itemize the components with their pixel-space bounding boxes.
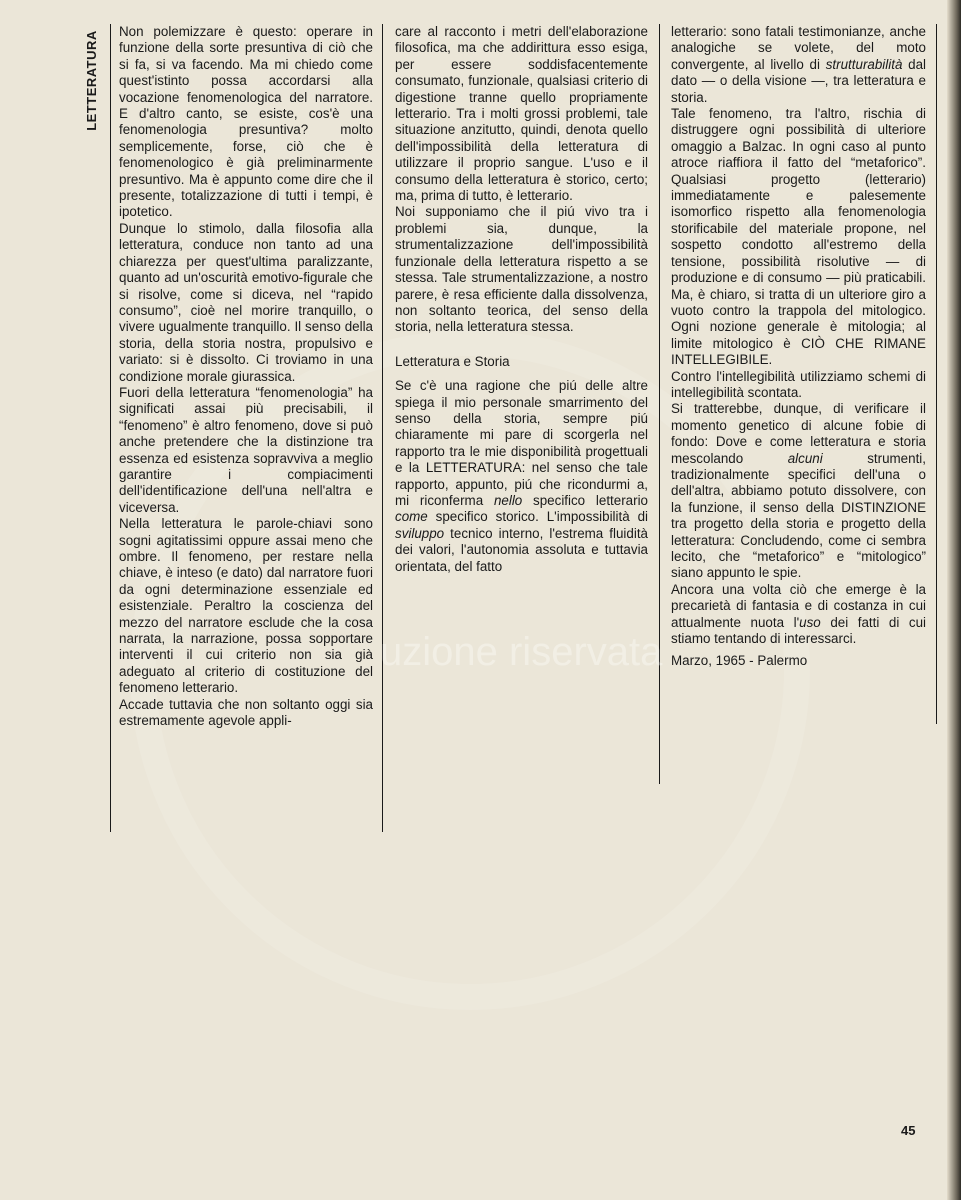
paragraph: Tale fenomeno, tra l'altro, rischia di distruggere ogni possibilità di ulteriore omaggio a Balzac. In ogni caso al punto atroce riaffiora il fatto del “metaforico”. Qualsiasi progetto (letterario) immediatamente e palesemente isomorfico rispetto alla fenomenologia storificabile del materiale propone, nel sospetto condotto all'estremo della tensione, possibilità risolutive — di produzione e di consumo — più praticabili. Ma, è chiaro, si tratta di un ulteriore giro a vuoto contro la trappola del mitologico. Ogni nozione generale è mitologia; al limite mitologico è CIÒ CHE RIMANE INTELLEGIBILE. bbox=[671, 106, 926, 368]
date-signature: Marzo, 1965 - Palermo bbox=[671, 653, 808, 669]
text-run: Si tratterebbe, dunque, di verificare il momento genetico di alcune fobie di fondo: Dove e come letteratura e storia mescolando bbox=[671, 401, 926, 466]
paragraph: care al racconto i metri dell'elaborazione filosofica, ma che addirittura esso esiga, per essere soddisfacentemente consumato, funzionale, qualsiasi criterio di digestione tranne quello propriamente letterario. Tra i molti grossi problemi, tale situazione anzitutto, quindi, denota quello dell'impossibilità della letteratura di utilizzare il proprio sangue. L'uso e il consumo della letteratura è storico, certo; ma, prima di tutto, è letterario. bbox=[395, 24, 648, 204]
italic-run: strutturabilità bbox=[825, 56, 903, 72]
paragraph bbox=[395, 378, 648, 575]
text-run: specifico letterario bbox=[522, 492, 649, 508]
paragraph: Noi supponiamo che il piú vivo tra i problemi sia, dunque, la strumentalizzazione dell'impossibilità funzionale della letteratura rispetto a se stessa. Tale strumentalizzazione, a nostro parere, è resa efficiente dalla dissolvenza, non soltanto teorica, del senso della storia, nella letteratura stessa. bbox=[395, 204, 648, 335]
paragraph: Dunque lo stimolo, dalla filosofia alla letteratura, conduce non tanto ad una chiarezza per quest'ultima paralizzante, quanto ad un'oscurità emotivo-figurale che si risolve, come si diceva, nel “rapido consumo”, cioè nel morire tranquillo, o vivere ugualmente tranquillo. Il senso della storia, della storia nostra, propulsivo e variato: si è dissolto. Ci troviamo in una condizione morale giurassica. bbox=[119, 220, 373, 384]
paragraph bbox=[671, 582, 926, 648]
italic-run: uso bbox=[799, 614, 821, 630]
text-run: strumenti, tradizionalmente specifici dell'una o dell'altra, abbiamo potuto dissolvere, con la funzione, il senso della DISTINZIONE tra progetto della storia e progetto della letteratura: Concludendo, come ci sembra lecito, che “metaforico” e “mitologico” siano appunto le spie. bbox=[671, 450, 926, 581]
page-edge-shadow bbox=[947, 0, 961, 1200]
column-rule bbox=[659, 24, 660, 784]
paragraph: Non polemizzare è questo: operare in funzione della sorte presuntiva di ciò che si fa, si va facendo. Ma mi chiedo come quest'istinto possa accordarsi alla vocazione fenomenologica del narratore. E d'altro canto, se esiste, cos'è una fenomenologia presuntiva? molto semplicemente, forse, ciò che è fenomenologico è già preliminarmente presuntivo. Ma è appunto come dire che il presente, totalizzazione di tutti i tempi, è ipotetico. bbox=[119, 24, 373, 220]
section-label-text: LETTERATURA bbox=[83, 29, 99, 131]
paragraph: Nella letteratura le parole-chiavi sono sogni agitatissimi oppure assai meno che ombre. Il fenomeno, per restare nella chiave, è inteso (e dato) dal narratore fuori da ogni determinazione essenziale ed esistenziale. Peraltro la coscienza del mezzo del narratore esclude che la cosa narrata, la narrazione, possa sopportare interventi il cui criterio non sia già adeguato al criterio di costituzione del fenomeno letterario. bbox=[119, 516, 373, 696]
italic-run: sviluppo bbox=[395, 525, 445, 541]
column-rule bbox=[382, 24, 383, 832]
text-run: specifico storico. L'impossibilità di bbox=[427, 509, 648, 525]
text-run: dal dato — o della visione —, tra letteratura e storia. bbox=[671, 56, 927, 105]
italic-run: alcuni bbox=[787, 450, 823, 466]
paragraph bbox=[671, 401, 926, 581]
section-subheading: Letteratura e Storia bbox=[395, 353, 510, 369]
italic-run: come bbox=[395, 509, 428, 525]
italic-run: nello bbox=[493, 492, 523, 508]
text-run: tecnico interno, l'estrema fluidità dei valori, l'autonomia assoluta e tuttavia orientata, del fatto bbox=[395, 525, 648, 574]
page-number: 45 bbox=[901, 1123, 916, 1138]
text-run: letterario: sono fatali testimonianze, anche analogiche se volete, del moto convergente, al livello di bbox=[671, 24, 926, 72]
paragraph: Fuori della letteratura “fenomenologia” ha significati assai più precisabili, il “fenomeno” è altro fenomeno, dove si può anche pretendere che la distinzione tra essenza ed esistenza sopravviva a meglio garantire i compiacimenti dell'identificazione dell'una nell'altra e viceversa. bbox=[119, 384, 373, 515]
paragraph: Accade tuttavia che non soltanto oggi sia estremamente agevole appli- bbox=[119, 696, 373, 729]
text-column-3 bbox=[671, 24, 926, 670]
text-run: Se c'è una ragione che piú delle altre spiega il mio personale smarrimento del senso della storia, sempre piú chiaramente mi pare di scorgerla nel rapporto tra le mie disponibilità progettuali e la LETTERATURA: nel senso che tale rapporto, appunto, piú che ricondurmi a, mi riconferma bbox=[395, 378, 648, 508]
column-rule bbox=[936, 24, 937, 724]
text-column-2 bbox=[395, 24, 648, 575]
section-label bbox=[78, 28, 104, 132]
text-run: dei fatti di cui stiamo tentando di interessarci. bbox=[671, 614, 926, 647]
text-column-1 bbox=[119, 24, 373, 729]
watermark-text: uzione riservata bbox=[380, 630, 663, 674]
paragraph bbox=[671, 24, 926, 106]
column-rule bbox=[110, 24, 111, 832]
paragraph: Contro l'intellegibilità utilizziamo schemi di intellegibilità scontata. bbox=[671, 368, 926, 400]
text-run: Ancora una volta ciò che emerge è la precarietà di fantasia e di costanza in cui attualmente nuota l' bbox=[671, 581, 926, 630]
